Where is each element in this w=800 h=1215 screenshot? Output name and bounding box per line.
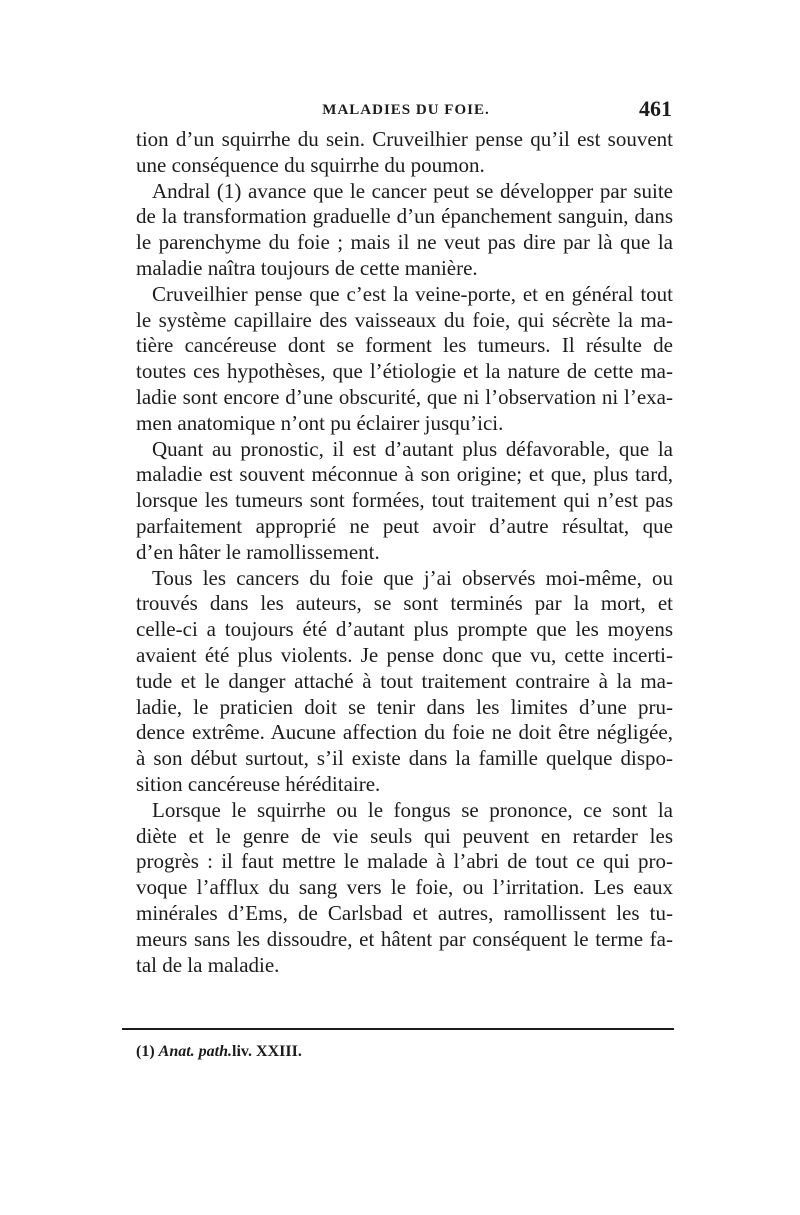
text-line: diète et le genre de vie seuls qui peuvent en retarder les <box>136 823 673 848</box>
text-line: Lorsque le squirrhe ou le fongus se prononce, ce sont la <box>152 797 673 822</box>
text-line: avaient été plus violents. Je pense donc que vu, cette incerti- <box>136 642 673 667</box>
text-line: à son début surtout, s’il existe dans la famille quelque dispo- <box>136 746 673 771</box>
footnote-rule <box>122 1028 674 1030</box>
text-line: progrès : il faut mettre le malade à l’abri de tout ce qui pro- <box>136 849 673 874</box>
text-line: maladie est souvent méconnue à son origine; et que, plus tard, <box>136 462 673 487</box>
text-line: ladie, le praticien doit se tenir dans les limites d’une pru- <box>136 694 673 719</box>
text-line: une conséquence du squirrhe du poumon. <box>136 152 485 177</box>
body-text <box>136 127 673 978</box>
page-number: 461 <box>639 96 672 121</box>
text-line: tal de la maladie. <box>136 952 280 977</box>
footnote-book-title: Anat. path. <box>158 1043 233 1060</box>
text-line: tion d’un squirrhe du sein. Cruveilhier pense qu’il est souvent <box>136 127 673 151</box>
text-line: minérales d’Ems, de Carlsbad et autres, ramollissent les tu- <box>136 900 673 925</box>
text-line: parfaitement approprié ne peut avoir d’autre résultat, que <box>136 513 673 538</box>
text-line: tière cancéreuse dont se forment les tumeurs. Il résulte de <box>136 333 673 358</box>
text-line: trouvés dans les auteurs, se sont terminés par la mort, et <box>136 591 673 616</box>
text-line: toutes ces hypothèses, que l’étiologie et la nature de cette ma- <box>136 359 673 384</box>
text-line: sition cancéreuse héréditaire. <box>136 771 381 796</box>
footnote-reference: liv. XXIII. <box>232 1043 302 1060</box>
text-line: tude et le danger attaché à tout traitement contraire à la ma- <box>136 668 673 693</box>
text-line: celle-ci a toujours été d’autant plus prompte que les moyens <box>136 617 673 642</box>
text-line: d’en hâter le ramollissement. <box>136 539 380 564</box>
text-line: Tous les cancers du foie que j’ai observés moi-même, ou <box>152 565 673 590</box>
text-line: Andral (1) avance que le cancer peut se développer par suite <box>152 178 673 203</box>
text-line: maladie naîtra toujours de cette manière. <box>136 255 478 280</box>
running-title: MALADIES DU FOIE. <box>322 102 490 118</box>
footnote <box>136 1043 302 1061</box>
text-line: le parenchyme du foie ; mais il ne veut pas dire par là que la <box>136 230 673 255</box>
text-line: le système capillaire des vaisseaux du foie, qui sécrète la ma- <box>136 307 673 332</box>
text-line: voque l’afflux du sang vers le foie, ou l’irritation. Les eaux <box>136 875 673 900</box>
text-line: meurs sans les dissoudre, et hâtent par conséquent le terme fa- <box>136 926 673 951</box>
text-line: de la transformation graduelle d’un épanchement sanguin, dans <box>136 204 673 229</box>
text-line: Cruveilhier pense que c’est la veine-porte, et en général tout <box>152 281 673 306</box>
running-header <box>136 96 676 126</box>
footnote-marker: (1) <box>136 1043 155 1060</box>
text-line: Quant au pronostic, il est d’autant plus défavorable, que la <box>152 436 673 461</box>
text-line: dence extrême. Aucune affection du foie ne doit être négligée, <box>136 720 673 745</box>
text-line: men anatomique n’ont pu éclairer jusqu’ici. <box>136 410 504 435</box>
text-line: lorsque les tumeurs sont formées, tout traitement qui n’est pas <box>136 488 673 513</box>
text-line: ladie sont encore d’une obscurité, que ni l’observation ni l’exa- <box>136 384 673 409</box>
